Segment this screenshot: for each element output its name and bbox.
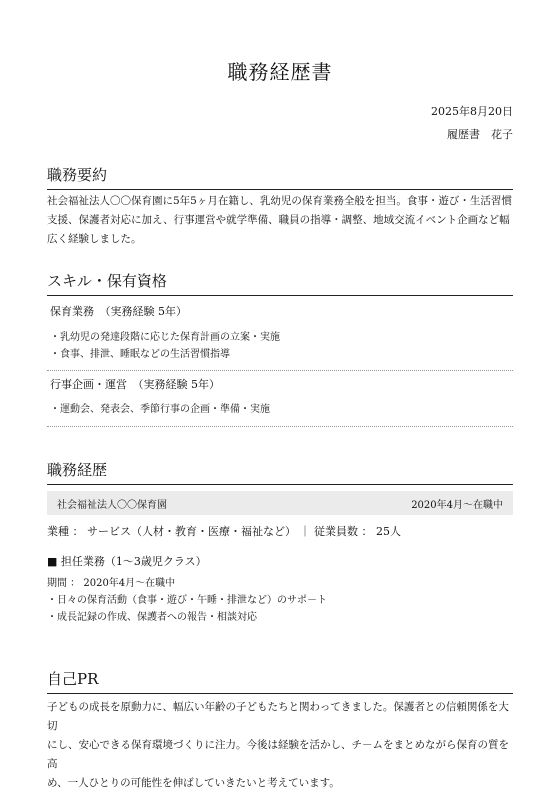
duty-heading [47,553,207,569]
skill-group-title: 保育業務 （実務経験 5年） [50,305,187,318]
company-bar [47,491,513,515]
document-date: 2025年8月20日 [431,105,513,118]
skill-item: ・運動会、発表会、季節行事の企画・準備・実施 [50,404,270,415]
pr-text [47,698,513,793]
author-name: 履歴書 花子 [447,128,513,141]
skill-item: ・乳幼児の発達段階に応じた保育計画の立案・実施 [50,332,280,343]
pr-line: にし、安心できる保育環境づくりに注力。今後は経験を活かし、チ－ムをまとめながら保育の質を高 [47,739,509,770]
employment-period: 2020年4月～在職中 [411,500,503,511]
section-heading-career: 職務経歴 [47,459,513,485]
divider [47,370,513,371]
square-bullet-icon: ■ [47,555,58,568]
summary-line: 広く経験しました。 [47,233,142,245]
duty-period: 期間 ： 2020年4月～在職中 [47,578,176,589]
company-info: 業種 ： サービス（人材・教育・医療・福祉など） ｜ 従業員数 ： 25人 [47,525,401,538]
pr-line: め、一人ひとりの可能性を伸ばしていきたいと考えています。 [47,777,340,789]
section-heading-pr: 自己PR [47,668,513,694]
skill-item: ・食事、排泄、睡眠などの生活習慣指導 [50,349,230,360]
duty-item: ・日々の保育活動（食事・遊び・午睡・排泄など）のサポ－ト [47,595,327,606]
summary-line: 社会福祉法人〇〇保育園に5年5ヶ月在籍し、乳幼児の保育業務全般を担当。食事・遊び・生活習慣 [47,195,512,207]
pr-line: 子どもの成長を原動力に、幅広い年齢の子どもたちと関わってきました。保護者との信頼関係を大切 [47,701,509,732]
section-heading-summary: 職務要約 [47,164,513,190]
skill-group-title: 行事企画・運営 （実務経験 5年） [50,378,220,391]
summary-text [47,192,513,249]
company-name: 社会福祉法人〇〇保育園 [57,500,167,511]
duty-title: 担任業務（1～3歳児クラス） [60,555,207,568]
divider [47,426,513,427]
section-heading-skills: スキル・保有資格 [47,270,513,296]
document-title: 職務経歴書 [227,60,333,84]
summary-line: 支援、保護者対応に加え、行事運営や就学準備、職員の指導・調整、地域交流イベント企画など幅 [47,214,510,226]
duty-item: ・成長記録の作成、保護者への報告・相談対応 [47,612,257,623]
